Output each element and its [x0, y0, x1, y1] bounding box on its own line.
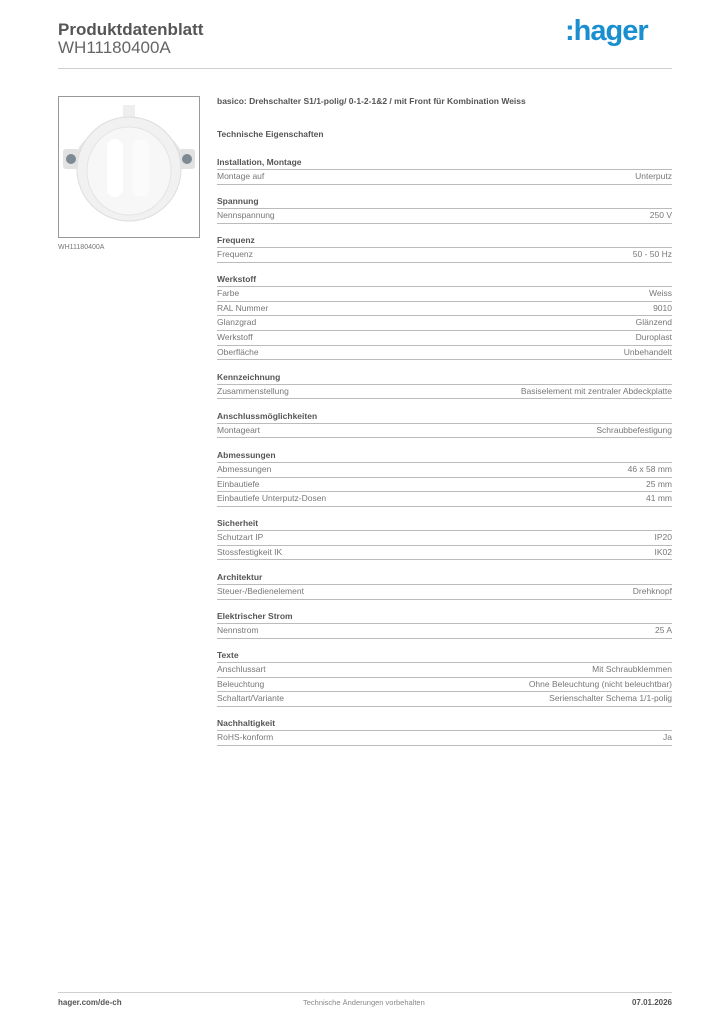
property-row — [217, 492, 672, 507]
property-value: 250 V — [649, 210, 672, 221]
property-row — [217, 424, 672, 439]
hager-logo: :hager — [565, 15, 648, 47]
group-heading: Werkstoff — [217, 272, 672, 287]
footer-website[interactable]: hager.com/de-ch — [58, 998, 122, 1007]
property-group — [217, 272, 672, 360]
property-label: Einbautiefe Unterputz-Dosen — [217, 493, 327, 504]
property-value: Serienschalter Schema 1/1-polig — [549, 693, 672, 704]
product-description: basico: Drehschalter S1/1-polig/ 0-1-2-1&2 / mit Front für Kombination Weiss — [217, 96, 526, 106]
property-value: Drehknopf — [632, 585, 672, 596]
page-title: Produktdatenblatt — [58, 20, 204, 39]
property-value: Glänzend — [635, 317, 672, 328]
property-value: Unbehandelt — [623, 346, 672, 357]
property-row — [217, 346, 672, 361]
property-row — [217, 585, 672, 600]
property-label: Schaltart/Variante — [217, 693, 284, 704]
property-group — [217, 233, 672, 263]
property-row — [217, 248, 672, 263]
property-row — [217, 624, 672, 639]
property-label: Abmessungen — [217, 463, 272, 474]
group-heading: Anschlussmöglichkeiten — [217, 409, 672, 424]
footer-date: 07.01.2026 — [631, 998, 672, 1007]
property-group — [217, 194, 672, 224]
property-row — [217, 531, 672, 546]
property-label: Schutzart IP — [217, 532, 264, 543]
property-value: 41 mm — [646, 493, 672, 504]
property-label: Einbautiefe — [217, 478, 260, 489]
property-value: Mit Schraubklemmen — [592, 664, 672, 675]
property-row — [217, 316, 672, 331]
property-label: Montage auf — [217, 171, 265, 181]
property-row — [217, 209, 672, 224]
property-groups — [217, 155, 672, 746]
property-row — [217, 302, 672, 317]
property-group — [217, 609, 672, 639]
product-image — [58, 96, 200, 238]
section-title: Technische Eigenschaften — [217, 129, 324, 139]
property-group — [217, 448, 672, 507]
property-label: RAL Nummer — [217, 302, 269, 313]
group-heading: Texte — [217, 648, 672, 663]
property-row — [217, 663, 672, 678]
property-row — [217, 463, 672, 478]
group-heading: Architektur — [217, 570, 672, 585]
property-value: 25 mm — [646, 478, 672, 489]
property-label: Nennstrom — [217, 625, 259, 635]
property-row — [217, 731, 672, 746]
group-heading: Installation, Montage — [217, 155, 672, 170]
property-label: Zusammenstellung — [217, 385, 289, 396]
property-label: Anschlussart — [217, 664, 266, 675]
property-value: 46 x 58 mm — [627, 463, 672, 474]
group-heading: Abmessungen — [217, 448, 672, 463]
property-value: Weiss — [649, 288, 672, 299]
property-label: Glanzgrad — [217, 317, 257, 328]
property-label: Oberfläche — [217, 346, 259, 357]
group-heading: Elektrischer Strom — [217, 609, 672, 624]
property-label: Montageart — [217, 424, 260, 435]
property-row — [217, 678, 672, 693]
property-group — [217, 155, 672, 185]
property-value: Unterputz — [635, 171, 672, 181]
property-value: IP20 — [654, 532, 672, 543]
property-row — [217, 478, 672, 493]
footer-divider — [58, 992, 672, 993]
property-group — [217, 716, 672, 746]
property-row — [217, 287, 672, 302]
property-value: Duroplast — [635, 332, 672, 343]
property-label: RoHS-konform — [217, 732, 274, 743]
property-row — [217, 331, 672, 346]
property-group — [217, 409, 672, 439]
product-code: WH11180400A — [58, 38, 171, 57]
property-label: Beleuchtung — [217, 678, 265, 689]
header-divider — [58, 68, 672, 69]
image-caption: WH11180400A — [58, 244, 105, 251]
property-row — [217, 170, 672, 185]
property-group — [217, 570, 672, 600]
property-label: Steuer-/Bedienelement — [217, 585, 304, 596]
property-label: Nennspannung — [217, 210, 275, 221]
property-value: 50 - 50 Hz — [632, 249, 672, 260]
property-label: Frequenz — [217, 249, 253, 260]
property-row — [217, 546, 672, 561]
property-row — [217, 692, 672, 707]
rotary-switch-icon — [59, 97, 199, 237]
property-group — [217, 648, 672, 707]
property-value: Ja — [663, 732, 672, 743]
property-value: 9010 — [653, 302, 672, 313]
property-value: Basiselement mit zentraler Abdeckplatte — [520, 385, 672, 396]
property-value: 25 A — [654, 625, 672, 635]
group-heading: Nachhaltigkeit — [217, 716, 672, 731]
footer-note: Technische Änderungen vorbehalten — [303, 998, 425, 1007]
property-value: Ohne Beleuchtung (nicht beleuchtbar) — [528, 678, 672, 689]
group-heading: Sicherheit — [217, 516, 672, 531]
property-group — [217, 516, 672, 560]
group-heading: Frequenz — [217, 233, 672, 248]
group-heading: Kennzeichnung — [217, 370, 672, 385]
property-group — [217, 370, 672, 400]
product-details — [217, 96, 672, 755]
property-label: Stossfestigkeit IK — [217, 546, 283, 557]
property-value: IK02 — [654, 546, 672, 557]
property-label: Werkstoff — [217, 332, 253, 343]
group-heading: Spannung — [217, 194, 672, 209]
property-value: Schraubbefestigung — [596, 424, 672, 435]
property-row — [217, 385, 672, 400]
property-label: Farbe — [217, 288, 240, 299]
